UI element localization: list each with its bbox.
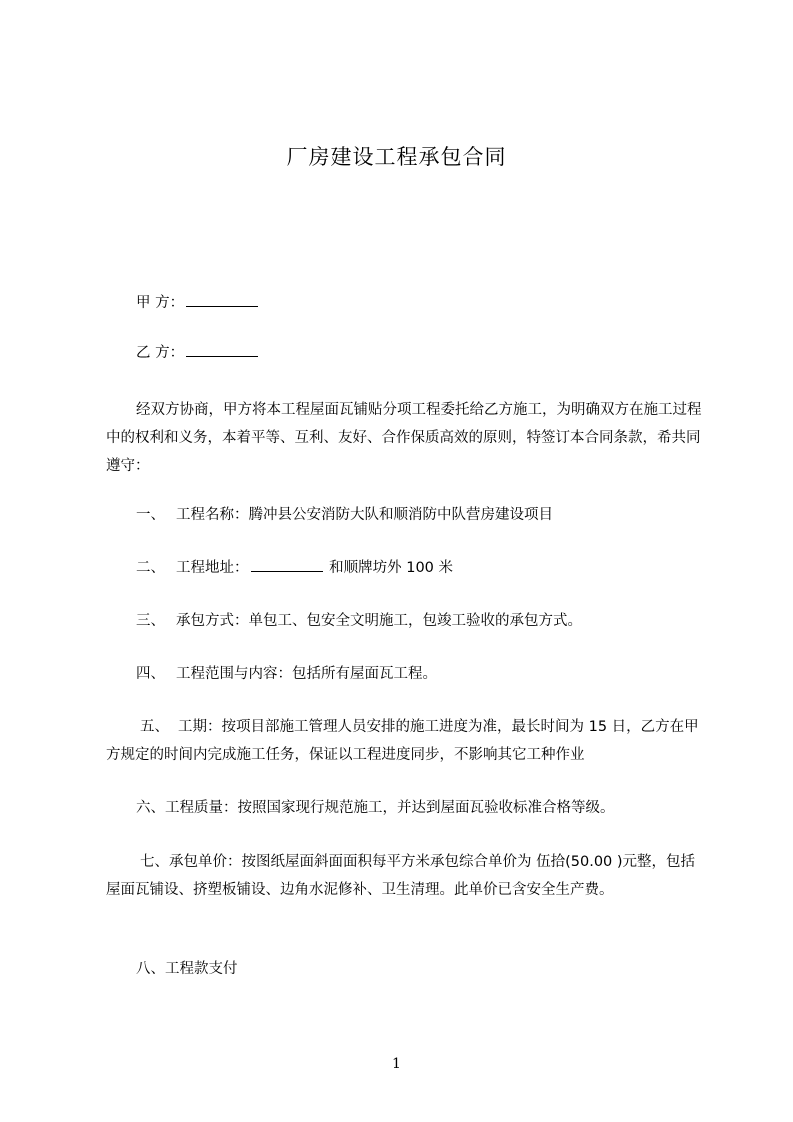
- page-number: 1: [392, 1056, 401, 1072]
- clause-number: 七、: [140, 854, 169, 870]
- clause-3: [136, 610, 582, 632]
- clause-2: [136, 557, 453, 579]
- address-blank: [251, 557, 323, 572]
- clause-number: 一、: [136, 507, 165, 523]
- intro-paragraph: 经双方协商，甲方将本工程屋面瓦铺贴分项工程委托给乙方施工，为明确双方在施工过程中的权利和义务，本着平等、互利、友好、合作保质高效的原则，特签订本合同条款，希共同遵守：: [106, 402, 702, 474]
- clause-text: 承包单价：按图纸屋面斜面面积每平方米承包综合单价为 伍拾(50.00 )元整，包括屋面瓦铺设、挤塑板铺设、边角水泥修补、卫生清理。此单价已含安全生产费。: [106, 854, 696, 898]
- clause-number: 二、: [136, 560, 165, 576]
- document-title: 厂房建设工程承包合同: [286, 145, 507, 169]
- clause-text: 工程质量：按照国家现行规范施工，并达到屋面瓦验收标准合格等级。: [165, 800, 615, 816]
- clause-text: 工期：按项目部施工管理人员安排的施工进度为准，最长时间为 15 日，乙方在甲方规定的时间内完成施工任务，保证以工程进度同步，不影响其它工种作业: [106, 719, 699, 763]
- clause-text: 工程款支付: [165, 961, 238, 977]
- clause-5: [106, 713, 702, 769]
- clause-number: 八、: [136, 961, 165, 977]
- clause-number: 三、: [136, 613, 165, 629]
- party-b-blank: [186, 342, 258, 357]
- clause-1: [136, 504, 553, 526]
- party-a-label: 甲 方：: [136, 295, 185, 311]
- clause-number: 五、: [140, 719, 169, 735]
- party-a-blank: [186, 292, 258, 307]
- clause-text: 承包方式：单包工、包安全文明施工，包竣工验收的承包方式。: [176, 613, 582, 629]
- clause-number: 六、: [136, 800, 165, 816]
- party-b-label: 乙 方：: [136, 345, 185, 361]
- clause-number: 四、: [136, 666, 165, 682]
- party-b-line: [136, 342, 260, 364]
- clause-4: [136, 663, 437, 685]
- clause-8: [136, 958, 238, 980]
- clause-text: 工程地址：: [176, 560, 249, 576]
- clause-text-after: 和顺牌坊外 100 米: [329, 560, 454, 576]
- clause-6: [136, 797, 615, 819]
- clause-7: [106, 848, 702, 904]
- clause-text: 工程范围与内容：包括所有屋面瓦工程。: [176, 666, 437, 682]
- party-a-line: [136, 292, 260, 314]
- clause-text: 工程名称：腾冲县公安消防大队和顺消防中队营房建设项目: [176, 507, 553, 523]
